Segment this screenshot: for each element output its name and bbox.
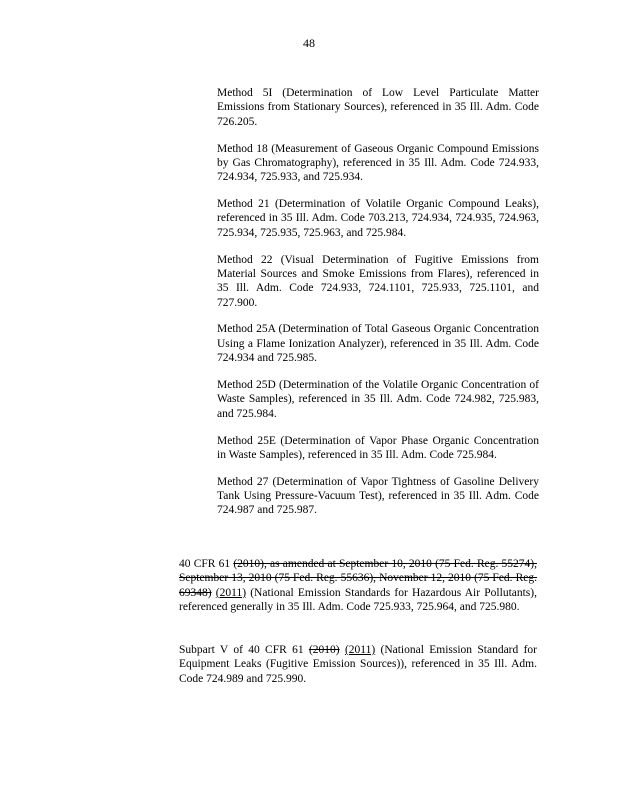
method-27-entry: Method 27 (Determination of Vapor Tightness of Gasoline Delivery Tank Using Pressure-Vacuum Test), referenced in 35 Ill. Adm. Code 724.987 and 725.987. bbox=[217, 475, 539, 517]
method-25e-entry: Method 25E (Determination of Vapor Phase Organic Concentration in Waste Samples), referenced in 35 Ill. Adm. Code 725.984. bbox=[217, 434, 539, 461]
cfr-61-prefix: 40 CFR 61 bbox=[179, 558, 234, 570]
method-25a-entry: Method 25A (Determination of Total Gaseous Organic Concentration Using a Flame Ionization Analyzer), referenced in 35 Ill. Adm. Code 724.934 and 725.985. bbox=[217, 323, 539, 365]
cfr-61-inserted-text: (2011) bbox=[215, 586, 247, 599]
cfr-part-61-entry bbox=[179, 557, 537, 615]
subpart-v-rest: (National Emission Standard for Equipment Leaks (Fugitive Emission Sources)), referenced in 35 Ill. Adm. Code 724.989 and 725.990. bbox=[179, 644, 537, 685]
page-number: 48 bbox=[303, 36, 315, 50]
method-18-entry: Method 18 (Measurement of Gaseous Organic Compound Emissions by Gas Chromatography), referenced in 35 Ill. Adm. Code 724.933, 724.934, 725.933, and 725.934. bbox=[217, 142, 539, 184]
method-21-entry: Method 21 (Determination of Volatile Organic Compound Leaks), referenced in 35 Ill. Adm. Code 703.213, 724.934, 724.935, 724.963, 725.934, 725.935, 725.963, and 725.984. bbox=[217, 198, 539, 239]
subpart-v-inserted-text: (2011) bbox=[344, 644, 376, 656]
cfr-61-rest: (National Emission Standards for Hazardous Air Pollutants), referenced generally in 35 Ill. Adm. Code 725.933, 725.964, and 725.980. bbox=[179, 586, 537, 614]
subpart-v-prefix: Subpart V of 40 CFR 61 bbox=[179, 644, 304, 656]
method-5i-entry: Method 5I (Determination of Low Level Particulate Matter Emissions from Stationary Sources), referenced in 35 Ill. Adm. Code 726.205. bbox=[217, 87, 539, 128]
method-22-entry: Method 22 (Visual Determination of Fugitive Emissions from Material Sources and Smoke Emissions from Flares), referenced in 35 Ill. Adm. Code 724.933, 724.1101, 725.933, 725.1101, and 727.900. bbox=[217, 253, 539, 309]
subpart-v-struck-text: (2010) bbox=[308, 644, 340, 656]
subpart-v-entry bbox=[179, 643, 537, 686]
method-25d-entry: Method 25D (Determination of the Volatile Organic Concentration of Waste Samples), referenced in 35 Ill. Adm. Code 724.982, 725.983, and 725.984. bbox=[217, 378, 539, 420]
method-reference-list bbox=[217, 86, 539, 530]
cfr-61-struck-text: (2010), as amended at September 10, 2010 (75 Fed. Reg. 55274), September 13, 2010 (75 Fed. Reg. 55636), November 12, 2010 (75 Fed. Reg. 69348) bbox=[179, 558, 537, 599]
